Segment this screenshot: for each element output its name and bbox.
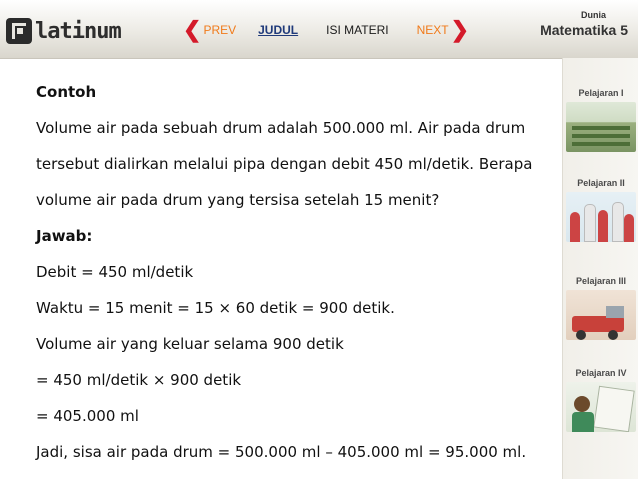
next-button[interactable]: NEXT bbox=[416, 23, 449, 37]
chevron-right-icon[interactable]: ❯ bbox=[450, 17, 470, 42]
sidebar-item-pelajaran-2[interactable] bbox=[563, 176, 638, 242]
sidebar-item-pelajaran-3[interactable] bbox=[563, 274, 638, 340]
logo-text: latinum bbox=[35, 18, 121, 44]
isi-materi-link[interactable]: ISI MATERI bbox=[326, 23, 389, 37]
problem-line-1: Volume air pada sebuah drum adalah 500.000 ml. Air pada drum bbox=[36, 119, 526, 137]
farm-field-thumbnail[interactable] bbox=[566, 102, 636, 152]
sidebar-item-label: Pelajaran I bbox=[578, 88, 624, 98]
brand-title: Matematika 5 bbox=[540, 22, 628, 38]
top-bar bbox=[0, 0, 638, 59]
solution-line-4: = 450 ml/detik × 900 detik bbox=[36, 371, 242, 389]
student-studying-thumbnail[interactable] bbox=[566, 382, 636, 432]
prev-button[interactable]: PREV bbox=[203, 23, 237, 37]
solution-line-1: Debit = 450 ml/detik bbox=[36, 263, 194, 281]
platinum-logo bbox=[6, 16, 121, 46]
conclusion-line: Jadi, sisa air pada drum = 500.000 ml – 405.000 ml = 95.000 ml. bbox=[36, 443, 527, 461]
logo-mark-icon bbox=[6, 18, 32, 44]
navigation-bar bbox=[183, 18, 469, 42]
sidebar-item-label: Pelajaran II bbox=[577, 178, 625, 188]
judul-link[interactable]: JUDUL bbox=[258, 23, 299, 37]
lesson-content bbox=[36, 78, 556, 474]
lesson-sidebar bbox=[562, 58, 638, 479]
problem-line-2: tersebut dialirkan melalui pipa dengan debit 450 ml/detik. Berapa bbox=[36, 155, 533, 173]
book-brand bbox=[540, 10, 628, 38]
brand-subtitle: Dunia bbox=[580, 10, 606, 20]
solution-line-3: Volume air yang keluar selama 900 detik bbox=[36, 335, 344, 353]
students-thumbnail[interactable] bbox=[566, 192, 636, 242]
chevron-left-icon[interactable]: ❮ bbox=[183, 17, 202, 42]
problem-line-3: volume air pada drum yang tersisa setelah 15 menit? bbox=[36, 191, 440, 209]
example-heading: Contoh bbox=[36, 83, 97, 101]
solution-line-2: Waktu = 15 menit = 15 × 60 detik = 900 detik. bbox=[36, 299, 395, 317]
sidebar-item-label: Pelajaran III bbox=[575, 276, 627, 286]
solution-line-5: = 405.000 ml bbox=[36, 407, 139, 425]
answer-heading: Jawab: bbox=[36, 227, 93, 245]
fire-truck-thumbnail[interactable] bbox=[566, 290, 636, 340]
sidebar-item-pelajaran-4[interactable] bbox=[563, 366, 638, 432]
sidebar-item-label: Pelajaran IV bbox=[575, 368, 627, 378]
sidebar-item-pelajaran-1[interactable] bbox=[563, 86, 638, 152]
